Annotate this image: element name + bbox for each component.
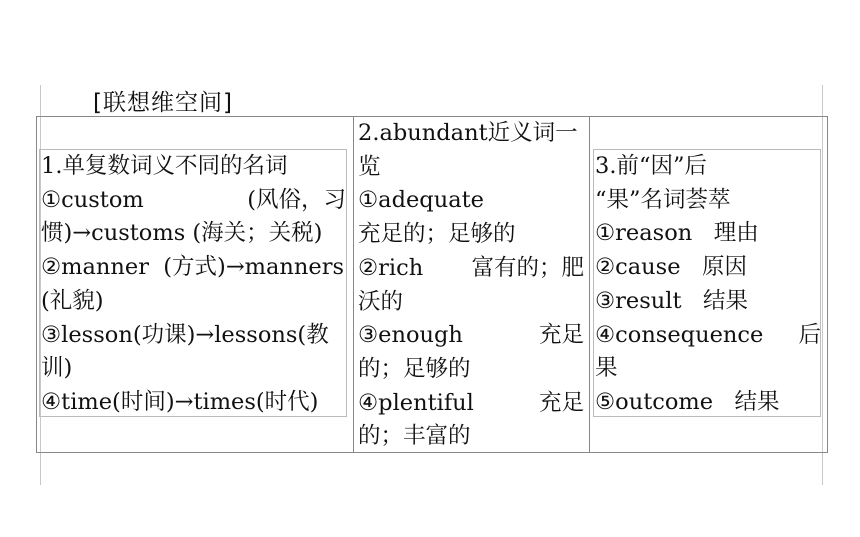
column-title: 2.abundant近义词一 <box>358 120 578 146</box>
list-item-continued: 的；丰富的 <box>358 423 471 450</box>
list-item <box>358 252 584 286</box>
list-item: ③result 结果 <box>595 287 748 314</box>
list-item-continued: (礼貌) <box>41 287 104 314</box>
item-meaning: 后 <box>798 321 821 348</box>
list-item: ③lesson(功课)→lessons(教 <box>41 321 329 348</box>
cell-plural-nouns <box>41 150 346 420</box>
item-word: ④plentiful <box>358 389 474 416</box>
cell-abundant-synonyms <box>358 117 584 454</box>
list-item <box>41 184 346 218</box>
list-item: ①reason 理由 <box>595 220 759 247</box>
list-item <box>595 319 821 353</box>
column-plural-nouns <box>37 117 354 452</box>
section-heading: [联想维空间] <box>93 90 233 116</box>
column-abundant-synonyms <box>354 117 590 452</box>
item-meaning: 充足 <box>538 389 584 416</box>
item-word: ④consequence <box>595 321 764 348</box>
item-word: ③enough <box>358 322 463 349</box>
list-item: ②cause 原因 <box>595 254 747 281</box>
list-item-continued: 惯)→customs (海关；关税) <box>41 220 323 247</box>
list-item <box>358 387 584 421</box>
vocabulary-table <box>36 116 828 453</box>
item-word: ①custom <box>41 186 144 213</box>
item-meaning: (风俗，习 <box>247 186 346 213</box>
list-item <box>358 319 584 353</box>
item-meaning: 富有的；肥 <box>471 254 584 281</box>
list-item-continued: 充足的；足够的 <box>358 221 516 248</box>
list-item: ②manner (方式)→manners <box>41 254 345 281</box>
list-item-continued: 训) <box>41 355 73 382</box>
item-meaning: 充足 <box>538 322 584 349</box>
item-word: ②rich <box>358 254 424 281</box>
column-title-continued: “果”名词荟萃 <box>595 186 731 213</box>
column-cause-effect-nouns <box>590 117 826 452</box>
list-item-continued: 沃的 <box>358 288 404 315</box>
list-item: ⑤outcome 结果 <box>595 388 780 415</box>
cell-cause-effect-nouns <box>595 150 821 420</box>
column-title-continued: 览 <box>358 153 381 180</box>
list-item-continued: 果 <box>595 355 618 382</box>
column-title: 3.前“因”后 <box>595 153 707 179</box>
column-title: 1.单复数词义不同的名词 <box>41 153 288 179</box>
list-item: ①adequate <box>358 187 484 214</box>
list-item: ④time(时间)→times(时代) <box>41 388 319 415</box>
list-item-continued: 的；足够的 <box>358 355 471 382</box>
